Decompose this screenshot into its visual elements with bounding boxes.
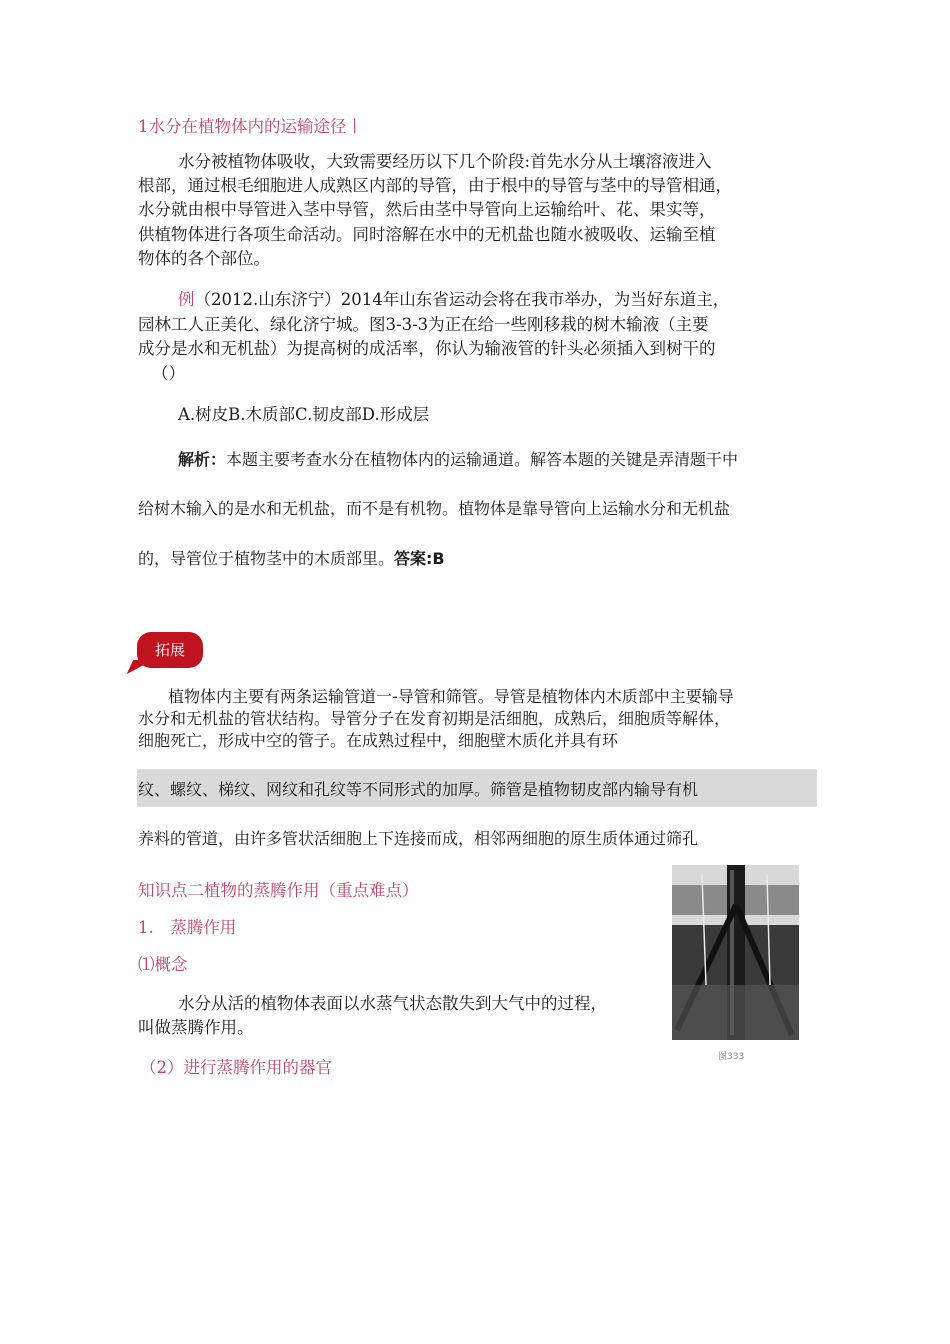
- example-text: （2012.山东济宁）2014年山东省运动会将在我市举办，为当好东道主，: [194, 290, 730, 309]
- analysis-text: 本题主要考查水分在植物体内的运输通道。解答本题的关键是弄清题干中: [226, 450, 739, 469]
- expand-line: 水分和无机盐的管状结构。导管分子在发育初期是活细胞，成熟后，细胞质等解体，: [138, 709, 731, 728]
- analysis-text: 的，导管位于植物茎中的木质部里。: [138, 549, 395, 568]
- analysis-label: 解析：: [178, 450, 227, 469]
- subheading-transpiration: 1. 蒸腾作用: [138, 918, 237, 937]
- example-line: 园林工人正美化、绿化济宁城。图3-3-3为正在给一些刚移栽的树木输液（主要: [138, 315, 709, 334]
- section-heading-transpiration: 知识点二植物的蒸腾作用（重点难点）: [138, 881, 419, 900]
- section-heading-water-transport: 1水分在植物体内的运输途径丨: [138, 117, 363, 136]
- paragraph-line: 根部，通过根毛细胞进人成熟区内部的导管，由于根中的导管与茎中的导管相通，: [138, 176, 732, 195]
- subheading-organs: （2）进行蒸腾作用的器官: [140, 1058, 332, 1077]
- answer: 答案:B: [394, 549, 445, 568]
- expand-line: 纹、螺纹、梯纹、网纹和孔纹等不同形式的加厚。筛管是植物韧皮部内输导有机: [138, 780, 699, 799]
- concept-line: 叫做蒸腾作用。: [138, 1018, 254, 1037]
- expand-line: 植物体内主要有两条运输管道一-导管和筛管。导管是植物体内木质部中主要输导: [168, 687, 734, 706]
- example-blank: （）: [152, 364, 185, 383]
- example-label: 例: [178, 290, 195, 309]
- concept-line: 水分从活的植物体表面以水蒸气状态散失到大气中的过程，: [178, 994, 607, 1013]
- example-line: 成分是水和无机盐）为提高树的成活率，你认为输液管的针头必须插入到树干的: [138, 339, 716, 358]
- photo-illustration: [672, 865, 799, 1040]
- expand-badge: 拓展: [137, 632, 203, 668]
- paragraph-line: 物体的各个部位。: [138, 249, 270, 268]
- analysis-line: [178, 447, 738, 470]
- paragraph-line: 水分就由根中导管进入茎中导管，然后由茎中导管向上运输给叶、花、果实等，: [138, 200, 716, 219]
- expand-line: 细胞死亡，形成中空的管子。在成熟过程中，细胞壁木质化并具有环: [138, 731, 619, 750]
- analysis-line: [138, 546, 445, 569]
- example-options: A.树皮B.木质部C.韧皮部D.形成层: [178, 405, 430, 424]
- paragraph-line: 水分被植物体吸收，大致需要经历以下几个阶段:首先水分从土壤溶液进入: [178, 152, 712, 171]
- expand-line: 养料的管道，由许多管状活细胞上下连接而成，相邻两细胞的原生质体通过筛孔: [138, 829, 699, 848]
- analysis-line: 给树木输入的是水和无机盐，而不是有机物。植物体是靠导管向上运输水分和无机盐: [138, 499, 731, 518]
- subheading-concept: ⑴概念: [138, 955, 188, 974]
- tree-infusion-photo: [672, 865, 799, 1040]
- figure-caption: 图333: [718, 1052, 745, 1062]
- paragraph-line: 供植物体进行各项生命活动。同时溶解在水中的无机盐也随水被吸收、运输至植: [138, 225, 716, 244]
- example-line: [178, 286, 729, 310]
